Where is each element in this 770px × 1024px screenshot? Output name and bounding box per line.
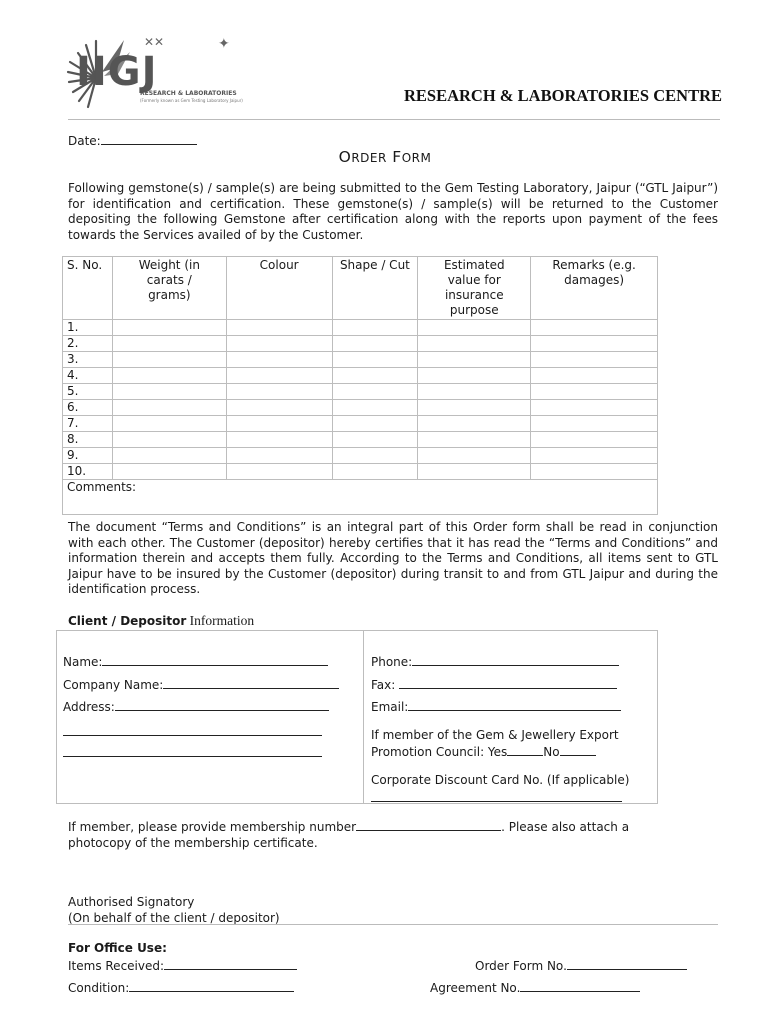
phone-input-line[interactable] [412,653,619,666]
address-field[interactable]: Address: [63,698,329,714]
table-cell[interactable] [112,448,226,464]
table-cell[interactable] [226,464,332,480]
row-number: 6. [63,400,113,416]
client-box-divider [363,630,364,804]
table-cell[interactable] [418,320,531,336]
table-cell[interactable] [531,400,658,416]
address-input-line[interactable] [115,698,329,711]
table-cell[interactable] [418,336,531,352]
row-number: 9. [63,448,113,464]
items-received-line[interactable] [164,957,297,970]
row-number: 10. [63,464,113,480]
table-row[interactable] [63,352,658,368]
office-use-title: For Office Use: [68,941,167,955]
table-cell[interactable] [226,400,332,416]
svg-text:✦: ✦ [218,36,230,52]
table-cell[interactable] [418,400,531,416]
row-number: 3. [63,352,113,368]
table-cell[interactable] [112,320,226,336]
table-cell[interactable] [418,368,531,384]
terms-paragraph: The document “Terms and Conditions” is an integral part of this Order form shall be read in conjunction with each other. The Customer (depositor) hereby certifies that it has read the “Terms and Conditions” and information therein and accepts them fully. According to the Terms and Conditions, all items sent to GTL Jaipur have to be insured by the Customer (depositor) during transit to and from GTL Jaipur and during the identification process. [68,520,718,596]
table-row[interactable] [63,320,658,336]
col-header-sno: S. No. [63,257,113,320]
company-name-field[interactable]: Company Name: [63,676,339,692]
table-row[interactable] [63,400,658,416]
table-cell[interactable] [226,336,332,352]
date-label: Date: [68,134,101,148]
logo-subtitle: RESEARCH & LABORATORIES [140,90,237,97]
date-field[interactable] [68,132,197,148]
member-no-line[interactable] [560,743,596,756]
table-cell[interactable] [418,448,531,464]
fax-input-line[interactable] [399,676,617,689]
table-cell[interactable] [418,384,531,400]
membership-paragraph: If member, please provide membership number . Please also attach a photocopy of the membership certificate. [68,820,630,850]
table-cell[interactable] [332,384,418,400]
row-number: 8. [63,432,113,448]
table-cell[interactable] [226,352,332,368]
table-cell[interactable] [332,400,418,416]
name-field[interactable]: Name: [63,653,328,669]
table-cell[interactable] [531,464,658,480]
table-cell[interactable] [531,432,658,448]
signatory-note: (On behalf of the client / depositor) [68,911,280,925]
order-form-no-line[interactable] [567,957,687,970]
table-row[interactable] [63,384,658,400]
discount-card-label: Corporate Discount Card No. (If applicable) [371,773,630,787]
table-cell[interactable] [332,448,418,464]
col-header-value: Estimated value for insurance purpose [418,257,531,320]
address-line-3[interactable] [63,756,322,757]
row-number: 4. [63,368,113,384]
table-cell[interactable] [418,416,531,432]
centre-title: RESEARCH & LABORATORIES CENTRE [404,86,722,105]
table-cell[interactable] [226,416,332,432]
svg-text:✕✕: ✕✕ [144,35,165,49]
table-cell[interactable] [112,336,226,352]
table-row[interactable] [63,432,658,448]
sample-table [62,256,658,515]
table-cell[interactable] [531,352,658,368]
table-cell[interactable] [112,416,226,432]
table-cell[interactable] [531,416,658,432]
member-question-line1: If member of the Gem & Jewellery Export [371,728,619,742]
signatory-block [68,894,280,926]
discount-card-input-line[interactable] [371,801,622,802]
condition-line[interactable] [129,979,294,992]
table-cell[interactable] [531,320,658,336]
comments-row[interactable] [63,480,658,515]
table-cell[interactable] [226,368,332,384]
condition-field[interactable]: Condition: [68,979,294,995]
table-cell[interactable] [112,384,226,400]
email-input-line[interactable] [408,698,621,711]
table-cell[interactable] [332,336,418,352]
table-cell[interactable] [418,432,531,448]
table-cell[interactable] [531,448,658,464]
table-cell[interactable] [531,368,658,384]
table-row[interactable] [63,464,658,480]
col-header-weight: Weight (in carats / grams) [112,257,226,320]
table-cell[interactable] [226,320,332,336]
order-form-no-field[interactable]: Order Form No. [475,957,687,973]
table-cell[interactable] [226,448,332,464]
membership-number-line[interactable] [356,818,501,831]
col-header-shape: Shape / Cut [332,257,418,320]
name-input-line[interactable] [102,653,328,666]
row-number: 2. [63,336,113,352]
agreement-no-line[interactable] [520,979,640,992]
table-header-row [63,257,658,320]
table-row[interactable] [63,336,658,352]
table-cell[interactable] [332,416,418,432]
member-yes-line[interactable] [507,743,543,756]
email-field[interactable]: Email: [371,698,621,714]
page-title: ORDER FORM [338,148,432,166]
logo-tagline: (Formerly known as Gem Testing Laboratory Jaipur) [140,98,243,103]
table-row[interactable] [63,448,658,464]
table-row[interactable] [63,368,658,384]
logo-wordmark: IIGJ [76,49,158,95]
table-cell[interactable] [531,384,658,400]
table-cell[interactable] [531,336,658,352]
signatory-title: Authorised Signatory [68,895,195,909]
fax-field[interactable]: Fax: [371,676,617,692]
table-cell[interactable] [112,400,226,416]
address-line-2[interactable] [63,735,322,736]
table-cell[interactable] [418,464,531,480]
comments-cell[interactable]: Comments: [63,480,658,515]
items-received-field[interactable]: Items Received: [68,957,297,973]
table-cell[interactable] [332,432,418,448]
row-number: 7. [63,416,113,432]
table-cell[interactable] [112,368,226,384]
header-divider [68,119,720,120]
table-cell[interactable] [112,432,226,448]
table-cell[interactable] [332,368,418,384]
table-cell[interactable] [332,464,418,480]
table-cell[interactable] [418,352,531,368]
client-section-heading: Client / Depositor Information [68,613,255,628]
row-number: 5. [63,384,113,400]
col-header-remarks: Remarks (e.g. damages) [531,257,658,320]
table-row[interactable] [63,416,658,432]
member-question-line2[interactable]: Promotion Council: Yes No [371,743,596,759]
company-input-line[interactable] [163,676,339,689]
date-input-line[interactable] [101,132,197,145]
table-cell[interactable] [226,384,332,400]
agreement-no-field[interactable]: Agreement No. [430,979,640,995]
col-header-colour: Colour [226,257,332,320]
table-cell[interactable] [112,352,226,368]
intro-paragraph: Following gemstone(s) / sample(s) are being submitted to the Gem Testing Laboratory, Jaipur (“GTL Jaipur”) for identification and certification. These gemstone(s) / sample(s) will be returned to the Customer depositing the following Gemstone after certification along with the reports upon payment of the fees towards the Services availed of by the Customer. [68,181,718,242]
row-number: 1. [63,320,113,336]
signatory-divider [68,924,718,925]
phone-field[interactable]: Phone: [371,653,619,669]
table-cell[interactable] [226,432,332,448]
table-cell[interactable] [332,320,418,336]
table-cell[interactable] [112,464,226,480]
table-cell[interactable] [332,352,418,368]
